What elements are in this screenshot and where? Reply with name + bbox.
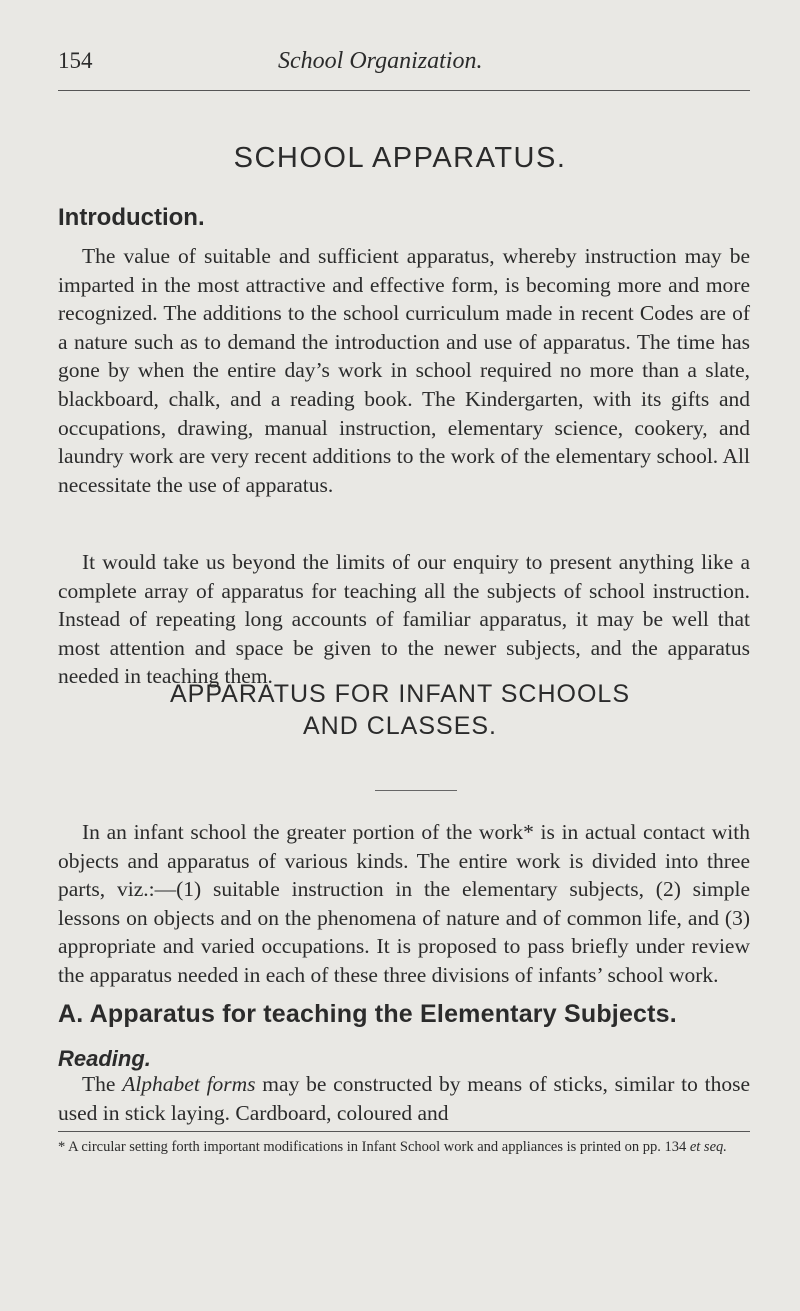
section-divider <box>375 790 457 791</box>
section-a-heading: A. Apparatus for teaching the Elementary Subjects. <box>58 1000 677 1028</box>
infant-schools-heading-line-2: AND CLASSES. <box>302 712 497 740</box>
paragraph-4 <box>58 1070 750 1127</box>
header-rule <box>58 90 750 91</box>
paragraph-3: In an infant school the greater portion of the work* is in actual contact with objects and apparatus of various kinds. The entire work is divided into three parts, viz.:—(1) suitable instruction in the elementary subjects, (2) simple lessons on objects and on the phenomena of nature and of common life, and (3) appropriate and varied occupations. It is proposed to pass briefly under review the apparatus needed in each of these three divisions of infants’ school work. <box>58 820 750 987</box>
footnote <box>58 1138 750 1156</box>
chapter-heading: SCHOOL APPARATUS. <box>233 142 567 174</box>
reading-heading: Reading. <box>58 1046 151 1071</box>
page-number: 154 <box>58 48 93 73</box>
running-title: School Organization. <box>278 48 483 74</box>
paragraph-4-rest: may be constructed by means of sticks, similar to those used in stick laying. Cardboard, coloured and <box>58 1072 750 1125</box>
alphabet-forms-term: Alphabet forms <box>122 1072 256 1096</box>
footnote-et-seq: et seq. <box>689 1139 727 1155</box>
infant-schools-heading <box>0 678 800 742</box>
paragraph-2: It would take us beyond the limits of our enquiry to present anything like a complete array of apparatus for teaching all the subjects of school instruction. Instead of repeating long accounts of familiar apparatus, it may be well that most attention and space be given to the newer subjects, and the apparatus needed in teaching them. <box>58 550 750 689</box>
footnote-rule <box>58 1131 750 1132</box>
introduction-heading: Introduction. <box>58 204 205 231</box>
running-head <box>58 48 748 88</box>
footnote-text: * A circular setting forth important modifications in Infant School work and appliances is printed on pp. 134 <box>58 1139 690 1155</box>
paragraph-4-start: The <box>82 1072 123 1096</box>
infant-schools-heading-line-1: APPARATUS FOR INFANT SCHOOLS <box>169 680 631 708</box>
paragraph-1: The value of suitable and sufficient apparatus, whereby instruction may be imparted in the most attractive and effective form, is becoming more and more recognized. The additions to the school curriculum made in recent Codes are of a nature such as to demand the introduction and use of apparatus. The time has gone by when the entire day’s work in school required no more than a slate, blackboard, chalk, and a reading book. The Kindergarten, with its gifts and occupations, drawing, manual instruction, elementary science, cookery, and laundry work are very recent additions to the work of the elementary school. All necessitate the use of apparatus. <box>58 244 750 497</box>
